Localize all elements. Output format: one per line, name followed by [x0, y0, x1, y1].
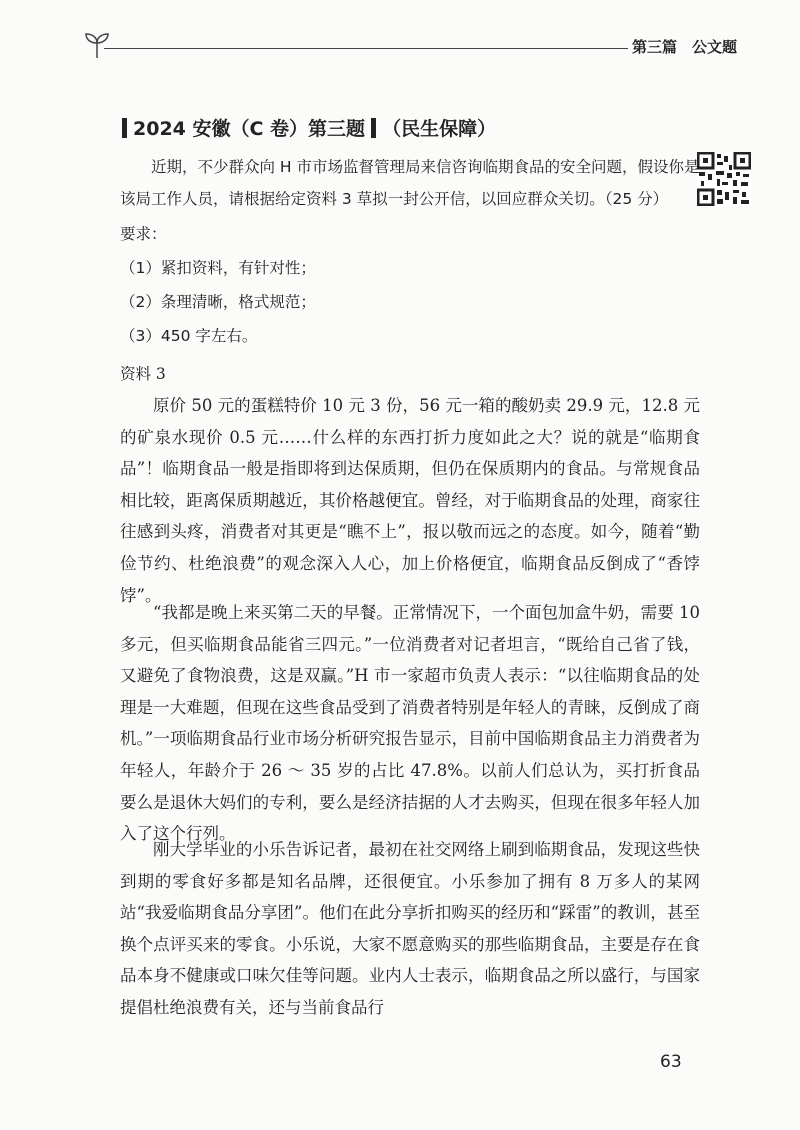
question-prompt: 近期，不少群众向 H 市市场监督管理局来信咨询临期食品的安全问题，假设你是该局工作人员，请根据给定资料 3 草拟一封公开信，以回应群众关切。（25 分） [120, 158, 700, 208]
material-label: 资料 3 [120, 365, 166, 383]
page-number: 63 [660, 1052, 682, 1072]
header-section-title: 第三篇 公文题 [632, 38, 738, 56]
requirement-item: （3）450 字左右。 [120, 327, 258, 345]
material-paragraph: 原价 50 元的蛋糕特价 10 元 3 份，56 元一箱的酸奶卖 29.9 元，12.8 元的矿泉水现价 0.5 元……什么样的东西打折力度如此之大？说的就是“临期食品”！临期食品一般是指即将到达保质期，但仍在保质期内的食品。与常规食品相比较，距离保质期越近，其价格越便宜。曾经，对于临期食品的处理，商家往往感到头疼，消费者对其更是“瞧不上”，报以敬而远之的态度。如今，随着“勤俭节约、杜绝浪费”的观念深入人心，加上价格便宜，临期食品反倒成了“香饽饽”。 [120, 396, 700, 605]
requirement-item: （2）条理清晰，格式规范； [120, 293, 316, 311]
requirement-item: （1）紧扣资料，有针对性； [120, 259, 316, 277]
question-title [122, 114, 496, 141]
material-paragraph: “我都是晚上来买第二天的早餐。正常情况下，一个面包加盒牛奶，需要 10 多元，但买临期食品能省三四元。”一位消费者对记者坦言，“既给自己省了钱，又避免了食物浪费，这是双赢。”H 市一家超市负责人表示：“以往临期食品的处理是一大难题，但现在这些食品受到了消费者特别是年轻人的青睐，反倒成了商机。”一项临期食品行业市场分析研究报告显示，目前中国临期食品主力消费者为年轻人，年龄介于 26 ～ 35 岁的占比 47.8%。以前人们总认为，买打折食品要么是退休大妈们的专利，要么是经济拮据的人才去购买，但现在很多年轻人加入了这个行列。 [120, 603, 700, 844]
header-rule [104, 48, 628, 49]
title-main: 2024 安徽（C 卷）第三题 [133, 118, 366, 140]
material-paragraph: 刚大学毕业的小乐告诉记者，最初在社交网络上刷到临期食品，发现这些快到期的零食好多都是知名品牌，还很便宜。小乐参加了拥有 8 万多人的某网站“我爱临期食品分享团”。他们在此分享折扣购买的经历和“踩雷”的教训，甚至换个点评买来的零食。小乐说，大家不愿意购买的那些临期食品，主要是存在食品本身不健康或口味欠佳等问题。业内人士表示，临期食品之所以盛行，与国家提倡杜绝浪费有关，还与当前食品行 [120, 840, 700, 1017]
requirements-label: 要求： [120, 225, 167, 243]
title-tag: （民生保障） [382, 118, 497, 140]
page-header [70, 30, 738, 70]
sprout-icon [82, 30, 112, 60]
qr-code-icon [697, 152, 751, 206]
title-bar-right [371, 118, 376, 138]
title-bar-left [122, 118, 127, 138]
